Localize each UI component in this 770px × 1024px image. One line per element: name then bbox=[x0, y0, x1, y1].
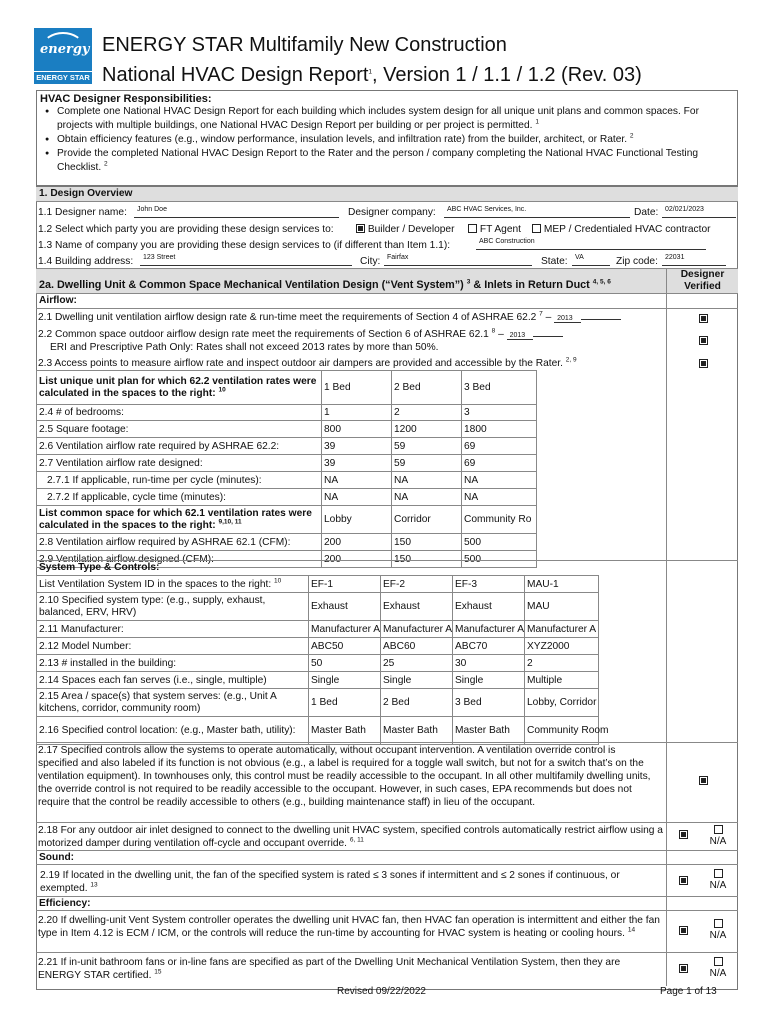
efficiency-row bbox=[36, 896, 738, 910]
option-builder[interactable]: Builder / Developer bbox=[356, 224, 454, 235]
cell[interactable]: 59 bbox=[392, 455, 462, 472]
cell[interactable]: Single bbox=[381, 672, 453, 689]
cell[interactable]: Manufacturer A bbox=[525, 621, 599, 638]
cell[interactable]: Community Room bbox=[525, 717, 599, 745]
ft-agent-checkbox[interactable] bbox=[468, 224, 477, 233]
unit-col[interactable]: 1 Bed bbox=[322, 371, 392, 405]
row-label: 2.13 # installed in the building: bbox=[37, 655, 309, 672]
cell[interactable]: 69 bbox=[462, 438, 537, 455]
item-2-1: 2.1 Dwelling unit ventilation airflow design rate & run-time meet the requirements of Section 4 of ASHRAE 62.2 $^7$ – 2013 bbox=[38, 312, 621, 323]
cell[interactable]: EF-2 bbox=[381, 576, 453, 593]
item-2-20-row bbox=[36, 910, 738, 952]
item-2-19-row bbox=[36, 864, 738, 896]
cell[interactable]: Manufacturer A bbox=[453, 621, 525, 638]
row-label: 2.4 # of bedrooms: bbox=[37, 405, 322, 421]
table-row bbox=[37, 593, 599, 621]
item-2-21-row bbox=[36, 952, 738, 986]
sound-header: Sound: bbox=[39, 852, 75, 863]
section-1-header-row bbox=[36, 187, 738, 201]
cell[interactable]: EF-1 bbox=[309, 576, 381, 593]
table-row bbox=[37, 421, 537, 438]
system-type-header: System Type & Controls: bbox=[39, 562, 160, 573]
common-col[interactable]: Community Ro bbox=[462, 506, 537, 534]
table-row bbox=[37, 689, 599, 717]
cell[interactable]: Exhaust bbox=[453, 593, 525, 621]
item-2-20-checkbox[interactable] bbox=[679, 926, 688, 935]
row-label: 2.10 Specified system type: (e.g., supply, exhaust, balanced, ERV, HRV) bbox=[37, 593, 309, 621]
cell[interactable]: EF-3 bbox=[453, 576, 525, 593]
cell[interactable]: NA bbox=[392, 472, 462, 489]
na-checkbox[interactable] bbox=[714, 825, 723, 834]
title-line-1: ENERGY STAR Multifamily New Construction bbox=[102, 34, 507, 56]
system-type-row bbox=[36, 560, 738, 574]
table-row bbox=[37, 638, 599, 655]
unit-col[interactable]: 3 Bed bbox=[462, 371, 537, 405]
cell[interactable]: 3 Bed bbox=[453, 689, 525, 717]
table-row bbox=[37, 655, 599, 672]
cell[interactable]: 500 bbox=[462, 551, 537, 568]
company-label: 1.3 Name of company you are providing these design services to (if different than Item 1.1): bbox=[38, 240, 451, 251]
row-label: 2.8 Ventilation airflow required by ASHRAE 62.1 (CFM): bbox=[37, 534, 322, 551]
cell[interactable]: 1 bbox=[322, 405, 392, 421]
cell[interactable]: MAU bbox=[525, 593, 599, 621]
designer-name-field[interactable]: John Doe bbox=[134, 205, 339, 218]
company-field[interactable]: ABC Construction bbox=[476, 237, 706, 250]
row-label: 2.7.1 If applicable, run-time per cycle (minutes): bbox=[37, 472, 322, 489]
cell[interactable]: NA bbox=[462, 489, 537, 506]
item-2-2: 2.2 Common space outdoor airflow design rate meet the requirements of Section 6 of ASHRAE 62.1 $^8$ – 2013 bbox=[38, 329, 563, 340]
table-row bbox=[37, 534, 537, 551]
cell[interactable]: Manufacturer A bbox=[381, 621, 453, 638]
title-line-2: National HVAC Design Report$^1$, Version 1 / 1.1 / 1.2 (Rev. 03) bbox=[102, 64, 642, 86]
cell[interactable]: Multiple bbox=[525, 672, 599, 689]
cell[interactable]: 200 bbox=[322, 551, 392, 568]
table-row bbox=[37, 405, 537, 421]
cell[interactable]: NA bbox=[322, 489, 392, 506]
section-1-header: 1. Design Overview bbox=[39, 188, 133, 199]
table-row bbox=[37, 472, 537, 489]
na-checkbox[interactable] bbox=[714, 869, 723, 878]
cell[interactable]: Exhaust bbox=[309, 593, 381, 621]
date-field[interactable]: 02/021/2023 bbox=[662, 205, 736, 218]
cell[interactable]: 3 bbox=[462, 405, 537, 421]
unit-plan-header: List unique unit plan for which 62.2 ventilation rates were calculated in the spaces to the right: $^{10}$ bbox=[37, 371, 322, 405]
cell[interactable]: 25 bbox=[381, 655, 453, 672]
cell[interactable]: MAU-1 bbox=[525, 576, 599, 593]
cell[interactable]: Master Bath bbox=[381, 717, 453, 745]
city-field[interactable]: Fairfax bbox=[384, 253, 532, 266]
item-2-18: 2.18 For any outdoor air inlet designed to connect to the dwelling unit HVAC system, specified controls automatically restrict airflow using a motorized damper during ventilation off-cycle and occupant override. $^{6, 11}$ bbox=[38, 825, 663, 849]
date-label: Date: bbox=[634, 207, 659, 218]
table-row bbox=[37, 576, 599, 593]
state-label: State: bbox=[541, 256, 568, 267]
row-label: 2.7 Ventilation airflow rate designed: bbox=[37, 455, 322, 472]
builder-checkbox[interactable] bbox=[356, 224, 365, 233]
cell[interactable]: ABC60 bbox=[381, 638, 453, 655]
designer-name-label: 1.1 Designer name: bbox=[38, 207, 127, 218]
zip-field[interactable]: 22031 bbox=[662, 253, 726, 266]
item-2-20: 2.20 If dwelling-unit Vent System controller operates the dwelling unit HVAC fan, then HVAC fan operation is intermittent and either the fan type in Item 4.12 is ECM / ICM, or the controls will reduce the run-time by accounting for HVAC system is heating or cooling hours. $^{14}$ bbox=[38, 915, 660, 939]
responsibilities-list bbox=[43, 105, 737, 175]
address-label: 1.4 Building address: bbox=[38, 256, 134, 267]
cell[interactable]: 150 bbox=[392, 534, 462, 551]
cell[interactable]: 59 bbox=[392, 438, 462, 455]
item-2-1-checkbox[interactable] bbox=[699, 314, 708, 323]
cell[interactable]: 2 bbox=[392, 405, 462, 421]
mep-checkbox[interactable] bbox=[532, 224, 541, 233]
cell[interactable]: 1200 bbox=[392, 421, 462, 438]
cell[interactable]: NA bbox=[322, 472, 392, 489]
efficiency-header: Efficiency: bbox=[39, 898, 91, 909]
airflow-items bbox=[36, 308, 738, 370]
row-label: 2.11 Manufacturer: bbox=[37, 621, 309, 638]
city-label: City: bbox=[360, 256, 381, 267]
item-2-2-checkbox[interactable] bbox=[699, 336, 708, 345]
responsibilities-header: HVAC Designer Responsibilities: bbox=[40, 93, 212, 105]
cell[interactable]: 1800 bbox=[462, 421, 537, 438]
cell[interactable]: Lobby, Corridor bbox=[525, 689, 599, 717]
cell[interactable]: Single bbox=[309, 672, 381, 689]
cell[interactable]: NA bbox=[462, 472, 537, 489]
common-space-header-row bbox=[37, 506, 537, 534]
table-row bbox=[37, 621, 599, 638]
page-title bbox=[102, 30, 642, 90]
logo-bar: ENERGY STAR bbox=[34, 71, 92, 84]
cell[interactable]: 200 bbox=[322, 534, 392, 551]
item-2-2-note: ERI and Prescriptive Path Only: Rates shall not exceed 2013 rates by more than 50%. bbox=[50, 342, 439, 353]
cell[interactable]: 69 bbox=[462, 455, 537, 472]
item-2-21-na[interactable]: N/A bbox=[704, 957, 732, 979]
cell[interactable]: NA bbox=[392, 489, 462, 506]
item-2-19-checkbox[interactable] bbox=[679, 876, 688, 885]
system-table bbox=[36, 575, 609, 745]
common-space-header: List common space for which 62.1 ventilation rates were calculated in the spaces to the right: $^{9,10, 11}$ bbox=[37, 506, 322, 534]
row-label: 2.9 Ventilation airflow designed (CFM): bbox=[37, 551, 322, 568]
item-2-20-na[interactable]: N/A bbox=[704, 919, 732, 941]
airflow-header: Airflow: bbox=[39, 295, 77, 306]
cell[interactable]: Single bbox=[453, 672, 525, 689]
common-col[interactable]: Lobby bbox=[322, 506, 392, 534]
table-row bbox=[37, 438, 537, 455]
na-checkbox[interactable] bbox=[714, 957, 723, 966]
footer-revised: Revised 09/22/2022 bbox=[337, 986, 426, 997]
section-2a-header: 2a. Dwelling Unit & Common Space Mechanical Ventilation Design (“Vent System”) $^3$ & Inlets in Return Duct $^{4, 5, 6}$ bbox=[39, 278, 611, 291]
zip-label: Zip code: bbox=[616, 256, 658, 267]
select-party-label: 1.2 Select which party you are providing these design services to: bbox=[38, 224, 334, 235]
row-label: 2.6 Ventilation airflow rate required by ASHRAE 62.2: bbox=[37, 438, 322, 455]
cell[interactable]: 150 bbox=[392, 551, 462, 568]
cell[interactable]: XYZ2000 bbox=[525, 638, 599, 655]
cell[interactable]: 1 Bed bbox=[309, 689, 381, 717]
table-row bbox=[37, 717, 599, 745]
na-checkbox[interactable] bbox=[714, 919, 723, 928]
responsibility-item: ● Complete one National HVAC Design Report for each building which includes system design for all unique unit plans and common spaces. For projects with multiple buildings, one National HVAC Design Report per building or per project is permitted. $^1$ bbox=[43, 105, 737, 133]
sound-row bbox=[36, 850, 738, 864]
cell[interactable]: ABC70 bbox=[453, 638, 525, 655]
item-2-19: 2.19 If located in the dwelling unit, the fan of the specified system is rated ≤ 3 sones if intermittent and ≤ 2 sones if continuous, or exempted. $^{13}$ bbox=[40, 870, 620, 894]
common-col[interactable]: Corridor bbox=[392, 506, 462, 534]
cell[interactable]: 39 bbox=[322, 438, 392, 455]
cell[interactable]: 800 bbox=[322, 421, 392, 438]
item-2-3: 2.3 Access points to measure airflow rate and inspect outdoor air dampers are provided and accessible by the Rater. $^{2, 9}$ bbox=[38, 356, 577, 369]
item-2-17-checkbox[interactable] bbox=[699, 776, 708, 785]
energy-star-logo bbox=[34, 28, 92, 84]
item-2-19-na[interactable]: N/A bbox=[704, 869, 732, 891]
unit-col[interactable]: 2 Bed bbox=[392, 371, 462, 405]
cell[interactable]: 50 bbox=[309, 655, 381, 672]
row-label: 2.16 Specified control location: (e.g., Master bath, utility): bbox=[37, 717, 309, 745]
responsibility-item: ● Obtain efficiency features (e.g., window performance, insulation levels, and infiltration rate) from the builder, architect, or Rater. $^2$ bbox=[43, 133, 737, 147]
table-row bbox=[37, 489, 537, 506]
option-ft-agent[interactable]: FT Agent bbox=[468, 224, 521, 235]
item-2-18-row bbox=[36, 822, 738, 850]
item-2-17: 2.17 Specified controls allow the systems to operate automatically, without occupant intervention. A ventilation override control is specified and also labeled if its function is not obvious (e.g., a label is required for a toggle wall switch, but not for a switch that’s on the ventilation equipment). In townhouses only, this control must be readily accessible to the occupant. In all other multifamily dwelling units, the override control is not required to be readily accessible to the occupant. However, in such cases, EPA recommends but does not require that the control be readily accessible to others (e.g., building maintenance staff) in lieu of the occupant. bbox=[38, 745, 651, 808]
item-2-17-row bbox=[36, 742, 738, 822]
logo-script: energy bbox=[40, 42, 90, 57]
row-label: 2.12 Model Number: bbox=[37, 638, 309, 655]
airflow-row bbox=[36, 294, 738, 308]
item-2-3-checkbox[interactable] bbox=[699, 359, 708, 368]
item-2-21-checkbox[interactable] bbox=[679, 964, 688, 973]
designer-verified-header: Designer Verified bbox=[666, 269, 738, 294]
cell[interactable]: 30 bbox=[453, 655, 525, 672]
footer-page: Page 1 of 13 bbox=[660, 986, 717, 997]
cell[interactable]: Master Bath bbox=[309, 717, 381, 745]
cell[interactable]: 2 bbox=[525, 655, 599, 672]
item-2-18-na[interactable]: N/A bbox=[704, 825, 732, 847]
address-field[interactable]: 123 Street bbox=[140, 253, 352, 266]
row-label: List Ventilation System ID in the spaces to the right: $^{10}$ bbox=[37, 576, 309, 593]
designer-company-label: Designer company: bbox=[348, 207, 436, 218]
row-label: 2.15 Area / space(s) that system serves: (e.g., Unit A kitchens, corridor, community room) bbox=[37, 689, 309, 717]
table-row bbox=[37, 455, 537, 472]
section-2a-header-row bbox=[36, 268, 738, 294]
cell[interactable]: Manufacturer A bbox=[309, 621, 381, 638]
cell[interactable]: 39 bbox=[322, 455, 392, 472]
item-2-21: 2.21 If in-unit bathroom fans or in-line fans are specified as part of the Dwelling Unit Mechanical Ventilation System, then they are ENERGY STAR certified. $^{15}$ bbox=[38, 957, 621, 981]
table-row bbox=[37, 672, 599, 689]
unit-plan-table bbox=[36, 370, 537, 568]
cell[interactable]: Master Bath bbox=[453, 717, 525, 745]
row-label: 2.7.2 If applicable, cycle time (minutes): bbox=[37, 489, 322, 506]
cell[interactable]: ABC50 bbox=[309, 638, 381, 655]
cell[interactable]: 500 bbox=[462, 534, 537, 551]
responsibility-item: ● Provide the completed National HVAC Design Report to the Rater and the person / company completing the National HVAC Functional Testing Checklist. $^2$ bbox=[43, 147, 737, 175]
cell[interactable]: Exhaust bbox=[381, 593, 453, 621]
state-field[interactable]: VA bbox=[572, 253, 610, 266]
unit-plan-header-row bbox=[37, 371, 537, 405]
section-1-body bbox=[36, 201, 738, 273]
row-label: 2.14 Spaces each fan serves (i.e., single, multiple) bbox=[37, 672, 309, 689]
designer-company-field[interactable]: ABC HVAC Services, Inc. bbox=[444, 205, 630, 218]
item-2-18-checkbox[interactable] bbox=[679, 830, 688, 839]
row-label: 2.5 Square footage: bbox=[37, 421, 322, 438]
verified-column-divider bbox=[666, 294, 667, 986]
option-mep[interactable]: MEP / Credentialed HVAC contractor bbox=[532, 224, 711, 235]
cell[interactable]: 2 Bed bbox=[381, 689, 453, 717]
responsibilities-box bbox=[36, 90, 738, 186]
